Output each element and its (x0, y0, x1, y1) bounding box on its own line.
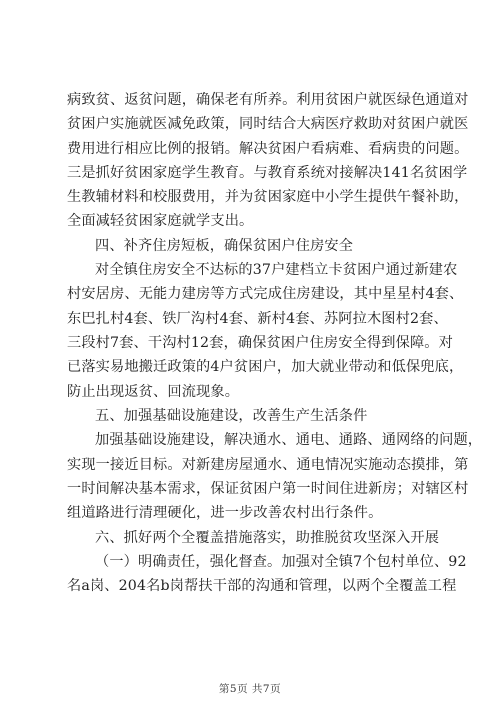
body-text-line: 一时间解决基本需求，保证贫困户第一时间住进新房；对辖区村 (67, 481, 469, 497)
body-text-line: 村安居房、无能力建房等方式完成住房建设，其中星星村4套、 (67, 286, 464, 302)
body-text-line: 贫困户实施就医减免政策，同时结合大病医疗救助对贫困户就医 (67, 116, 469, 132)
body-text-line: 名a岗、204名b岗帮扶干部的沟通和管理，以两个全覆盖工程 (67, 578, 457, 594)
page-number-footer: 第5页 共7页 (218, 683, 282, 695)
subsection-heading: （一）明确责任，强化督查。加强对全镇7个包村单位、92 (95, 554, 467, 570)
body-text-line: 病致贫、返贫问题，确保老有所养。利用贫困户就医绿色通道对 (67, 92, 469, 108)
body-text-line: 费用进行相应比例的报销。解决贫困户看病难、看病贵的问题。 (67, 141, 469, 157)
body-text-line: 实现一接近目标。对新建房屋通水、通电情况实施动态摸排，第 (67, 457, 469, 473)
body-text-line: 对全镇住房安全不达标的37户建档立卡贫困户通过新建农 (95, 262, 458, 278)
body-text-line: 全面减轻贫困家庭就学支出。 (67, 213, 254, 229)
body-text-line: 已落实易地搬迁政策的4户贫困户，加大就业带动和低保兜底， (67, 359, 464, 375)
body-text-line: 生教辅材料和校服费用，并为贫困家庭中小学生提供午餐补助， (67, 189, 469, 205)
body-text-line: 三段村7套、干沟村12套，确保贫困户住房安全得到保障。对 (67, 335, 453, 351)
body-text-line: 防止出现返贫、回流现象。 (67, 384, 240, 400)
body-text-line: 东巴扎村4套、铁厂沟村4套、新村4套、苏阿拉木图村2套、 (67, 311, 448, 327)
section-heading: 四、补齐住房短板，确保贫困户住房安全 (95, 238, 354, 254)
body-text-line: 组道路进行清理硬化，进一步改善农村出行条件。 (67, 505, 383, 521)
body-text-line: 三是抓好贫困家庭学生教育。与教育系统对接解决141名贫困学 (67, 165, 468, 181)
section-heading: 五、加强基础设施建设，改善生产生活条件 (95, 408, 368, 424)
body-text-line: 加强基础设施建设，解决通水、通电、通路、通网络的问题， (95, 432, 483, 448)
section-heading: 六、抓好两个全覆盖措施落实，助推脱贫攻坚深入开展 (95, 530, 440, 546)
